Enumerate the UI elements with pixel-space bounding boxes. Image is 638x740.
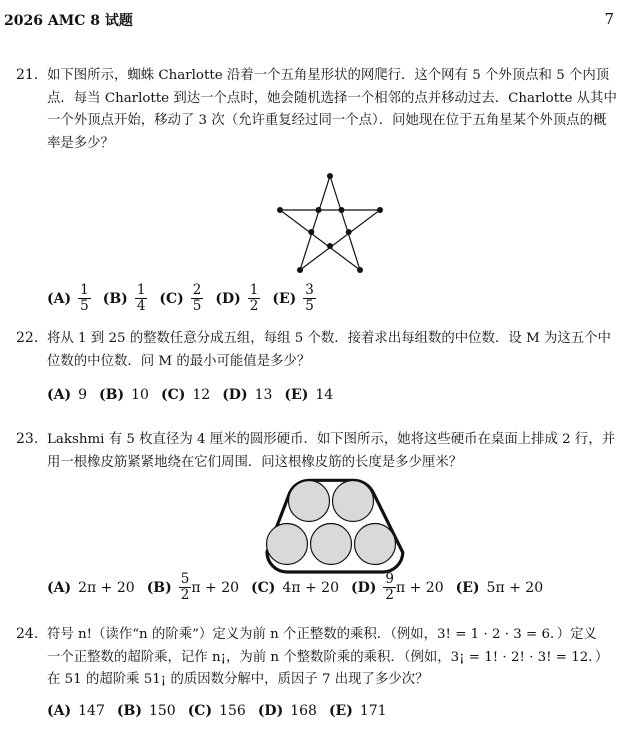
choice-e[interactable]: (E) 5π + 20 — [455, 579, 544, 596]
question-line: 符号 n!（读作“n 的阶乘”）定义为前 n 个正整数的乘积．（例如，3! = 1 · 2 · 3 = 6．）定义 — [47, 627, 597, 642]
coin — [333, 481, 374, 522]
outer-vertex — [377, 207, 383, 213]
answer-choices — [47, 703, 399, 719]
choice-e[interactable]: (E) 14 — [284, 387, 334, 403]
coin — [267, 524, 308, 565]
choice-c[interactable]: (C) 4π + 20 — [251, 579, 339, 596]
answer-choices — [47, 283, 328, 314]
question-number: 24. — [16, 626, 39, 642]
choice-b[interactable]: (B) $\frac{5}{2}$ π + 20 — [146, 571, 240, 603]
choice-c[interactable]: (C) 156 — [187, 703, 246, 719]
answer-choices — [47, 387, 345, 403]
outer-vertex — [297, 267, 303, 273]
page-number: 7 — [604, 10, 614, 28]
choice-b[interactable]: (B) $\frac{1}{4}$ — [102, 282, 146, 314]
choice-c[interactable]: (C) 12 — [160, 387, 211, 403]
inner-vertex — [339, 207, 345, 213]
outer-vertex — [357, 267, 363, 273]
choice-a[interactable]: (A) 2π + 20 — [47, 579, 135, 596]
choice-a[interactable]: (A) $\frac{1}{5}$ — [47, 282, 89, 314]
question-number: 22. — [16, 330, 39, 346]
question-text: 如下图所示，蜘蛛 Charlotte 沿着一个五角星形状的网爬行．这个网有 5 个外顶点和 5 个内顶点．每当 Charlotte 到达一个点时，她会随机选择一个相邻的点并移动过去．Charlotte 从其中一个外顶点开始，移动了 3 次（允许重复经过同一个点）．问她现在位于五角星某个外顶点的概率是多少？ — [47, 68, 617, 151]
inner-vertex — [316, 207, 322, 213]
choice-b[interactable]: (B) 150 — [116, 703, 176, 719]
choice-d[interactable]: (D) $\frac{1}{2}$ — [215, 282, 259, 314]
question-text: 将从 1 到 25 的整数任意分成五组，每组 5 个数．接着求出每组数的中位数．设 M 为这五个中位数的中位数．问 M 的最小可能值是多少？ — [47, 331, 611, 369]
question-number: 23. — [16, 431, 39, 447]
choice-d[interactable]: (D) 13 — [222, 387, 273, 403]
page-header-title: 2026 AMC 8 试题 — [4, 13, 133, 29]
outer-vertex — [277, 207, 283, 213]
pentagram-web — [280, 176, 380, 270]
question-line: 一个正整数的超阶乘，记作 n¡，为前 n 个整数阶乘的乘积．（例如，3¡ = 1! · 2! · 3! = 12．） — [47, 649, 609, 665]
inner-vertex — [308, 229, 314, 235]
question-number: 21. — [16, 67, 39, 83]
pentagram-figure — [270, 168, 390, 274]
question-text — [47, 624, 617, 692]
choice-c[interactable]: (C) $\frac{2}{5}$ — [159, 282, 202, 314]
coin — [311, 524, 352, 565]
choice-a[interactable]: (A) 147 — [47, 703, 105, 719]
choice-e[interactable]: (E) $\frac{3}{5}$ — [272, 282, 314, 314]
coin — [289, 481, 330, 522]
coin — [355, 524, 396, 565]
outer-vertex — [327, 173, 333, 179]
coins-figure — [262, 478, 406, 574]
answer-choices — [47, 572, 555, 603]
choice-e[interactable]: (E) 171 — [328, 703, 387, 719]
inner-vertex — [346, 229, 352, 235]
choice-a[interactable]: (A) 9 — [47, 387, 88, 403]
choice-d[interactable]: (D) $\frac{9}{2}$ π + 20 — [350, 571, 444, 603]
question-text: Lakshmi 有 5 枚直径为 4 厘米的圆形硬币．如下图所示，她将这些硬币在桌面上排成 2 行，并用一根橡皮筋紧紧地绕在它们周围．问这根橡皮筋的长度是多少厘米？ — [47, 432, 616, 470]
inner-vertex — [327, 243, 333, 249]
choice-b[interactable]: (B) 10 — [99, 387, 149, 403]
question-line: 在 51 的超阶乘 51¡ 的质因数分解中，质因子 7 出现了多少次？ — [47, 672, 429, 687]
choice-d[interactable]: (D) 168 — [257, 703, 317, 719]
